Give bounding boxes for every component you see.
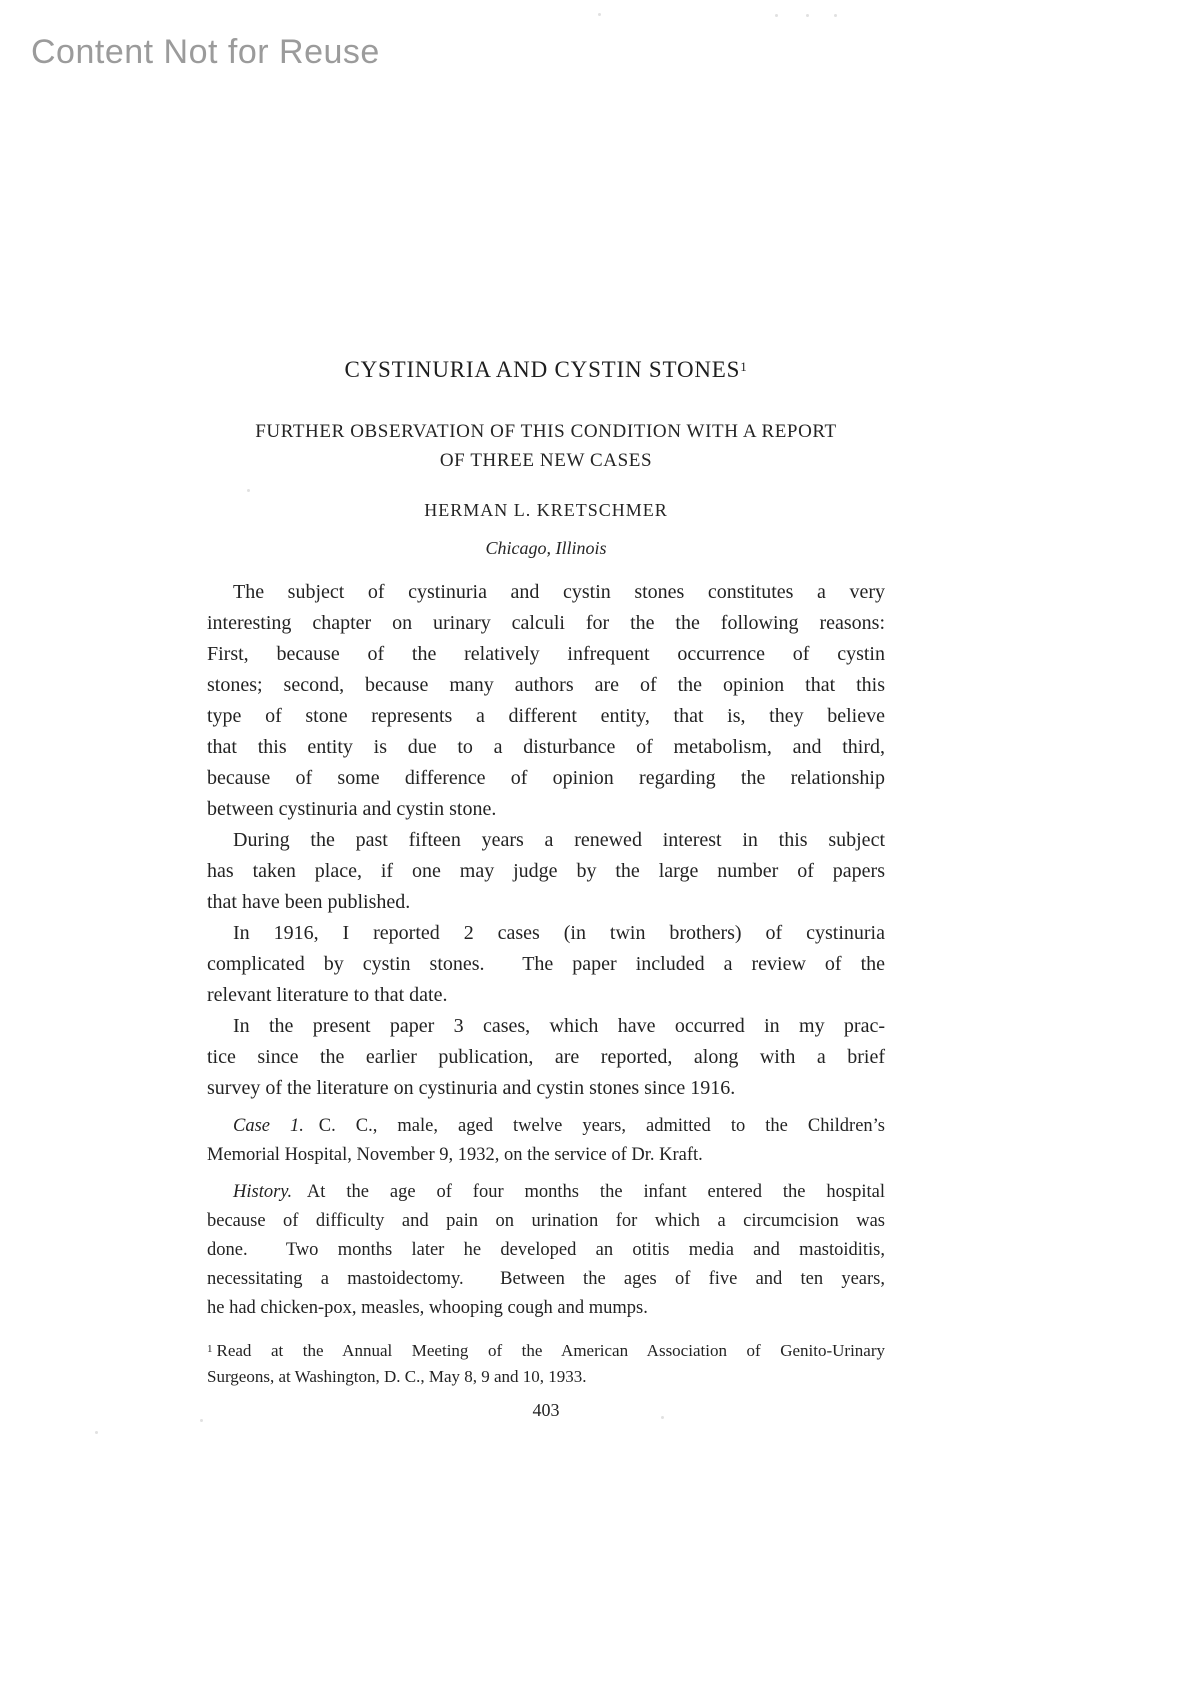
watermark: Content Not for Reuse — [31, 33, 380, 71]
case-line: Memorial Hospital, November 9, 1932, on the service of Dr. Kraft. — [207, 1145, 703, 1165]
scan-speck — [200, 1419, 203, 1422]
footnote-ref: 1 — [207, 1343, 213, 1355]
body-line: between cystinuria and cystin stone. — [207, 798, 497, 820]
body-line: has taken place, if one may judge by the large number of papers — [207, 860, 885, 882]
body-line: because of some difference of opinion regarding the relationship — [207, 767, 885, 789]
paragraph-4 — [207, 1011, 885, 1104]
history-line-text: At the age of four months the infant entered the hospital — [306, 1182, 885, 1202]
paragraph-3 — [207, 918, 885, 1011]
body-line: tice since the earlier publication, are reported, along with a brief — [207, 1046, 885, 1068]
body-line: that this entity is due to a disturbance of metabolism, and third, — [207, 736, 885, 758]
scan-speck — [834, 14, 837, 17]
body-line: that have been published. — [207, 891, 411, 913]
footnote — [207, 1336, 885, 1390]
case-1-paragraph — [207, 1112, 885, 1170]
author-location: Chicago, Illinois — [485, 538, 607, 558]
history-line — [207, 1178, 885, 1207]
body-line: During the past fifteen years a renewed interest in this subject — [233, 829, 885, 851]
history-line: done. Two months later he developed an otitis media and mastoiditis, — [207, 1240, 885, 1260]
body-line: survey of the literature on cystinuria and cystin stones since 1916. — [207, 1077, 736, 1099]
body-line: In the present paper 3 cases, which have occurred in my prac- — [233, 1015, 885, 1037]
history-paragraph — [207, 1178, 885, 1323]
history-label: History. — [233, 1182, 293, 1202]
paragraph-2 — [207, 825, 885, 918]
subtitle-line-2: OF THREE NEW CASES — [439, 450, 653, 471]
page-number: 403 — [532, 1400, 560, 1420]
paragraph-1 — [207, 577, 885, 825]
scan-speck — [598, 13, 601, 16]
case-1-label: Case 1. — [233, 1116, 304, 1136]
title-footnote-ref: 1 — [740, 359, 748, 374]
body-line: The subject of cystinuria and cystin stones constitutes a very — [233, 581, 885, 603]
case-line-text: C. C., male, aged twelve years, admitted to the Children’s — [318, 1116, 886, 1136]
body-line: type of stone represents a different entity, that is, they believe — [207, 705, 885, 727]
scan-speck — [775, 14, 778, 17]
article-body — [207, 577, 885, 1423]
body-line: relevant literature to that date. — [207, 984, 448, 1006]
author-name: HERMAN L. KRETSCHMER — [424, 500, 668, 520]
article-subtitle — [207, 417, 885, 475]
body-line: complicated by cystin stones. The paper included a review of the — [207, 953, 885, 975]
scan-speck — [95, 1431, 98, 1434]
article-title-text: CYSTINURIA AND CYSTIN STONES — [344, 357, 741, 382]
case-line — [207, 1112, 885, 1141]
footnote-text: Read at the Annual Meeting of the American Association of Genito-Urinary — [216, 1341, 885, 1360]
article-title — [207, 352, 885, 385]
history-line: because of difficulty and pain on urination for which a circumcision was — [207, 1211, 885, 1231]
body-line: interesting chapter on urinary calculi for the the following reasons: — [207, 612, 885, 634]
scan-speck — [806, 14, 809, 17]
body-line: First, because of the relatively infrequent occurrence of cystin — [207, 643, 885, 665]
history-line: necessitating a mastoidectomy. Between the ages of five and ten years, — [207, 1269, 885, 1289]
footnote-line — [207, 1336, 885, 1364]
subtitle-line-1: FURTHER OBSERVATION OF THIS CONDITION WITH A REPORT — [255, 421, 837, 442]
body-line: In 1916, I reported 2 cases (in twin brothers) of cystinuria — [233, 922, 885, 944]
history-line: he had chicken-pox, measles, whooping cough and mumps. — [207, 1298, 648, 1318]
article-column — [207, 352, 885, 1423]
body-line: stones; second, because many authors are of the opinion that this — [207, 674, 885, 696]
footnote-line: Surgeons, at Washington, D. C., May 8, 9 and 10, 1933. — [207, 1367, 587, 1386]
